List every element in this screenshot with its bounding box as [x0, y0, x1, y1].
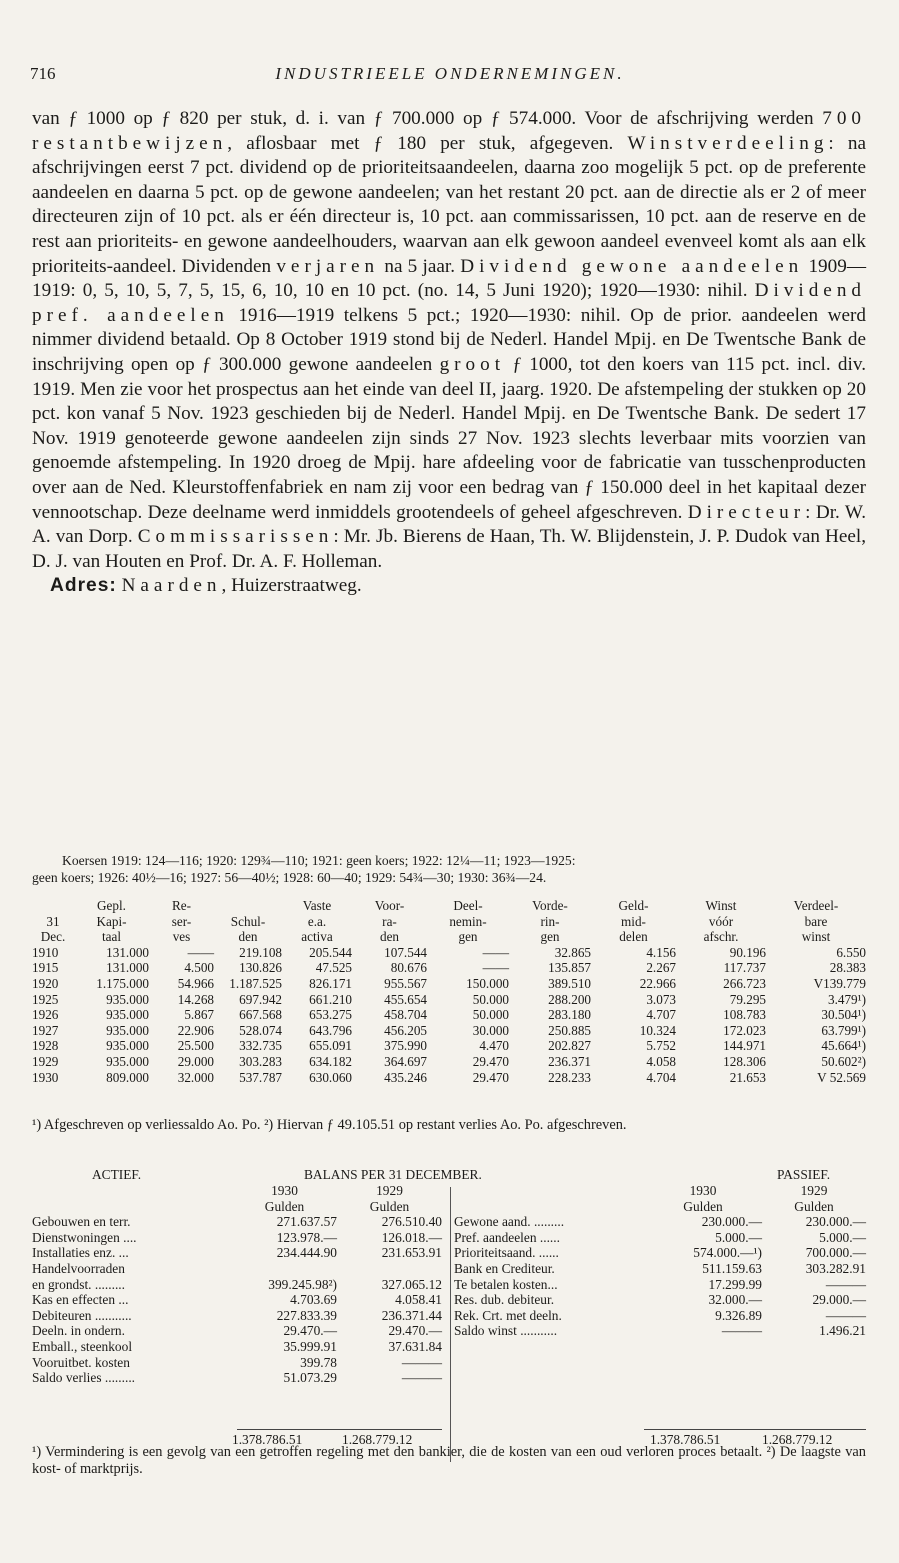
- value-cell: 10.324: [639, 1022, 676, 1038]
- text-span: 1909—1919: 0, 5, 10, 5, 7, 5, 15, 6, 10, 10 en 10 pct. (no. 14, 5 Juni 1920); 1920—1930: nihil.: [32, 255, 867, 302]
- balance-value-1929: 29.470.—: [388, 1323, 442, 1339]
- balance-item-label: Deeln. in ondern.: [32, 1323, 125, 1339]
- balance-row: [32, 1292, 442, 1308]
- value-cell: 2.267: [646, 960, 676, 976]
- table-header-row: [32, 898, 866, 945]
- value-cell: 1.187.525: [229, 975, 282, 991]
- value-cell: 458.704: [384, 1007, 427, 1023]
- value-cell: 4.704: [646, 1069, 676, 1085]
- column-header: [766, 898, 866, 945]
- value-cell: 4.500: [184, 960, 214, 976]
- address-city: Naarden: [121, 575, 222, 597]
- value-cell: 202.827: [548, 1038, 591, 1054]
- balance-item-label: Saldo verlies .........: [32, 1370, 136, 1386]
- balance-value-1929: 276.510.40: [381, 1214, 442, 1230]
- year-header-row: [32, 1183, 442, 1199]
- spaced-term: Dividend pref. aandeelen: [32, 280, 866, 326]
- column-header-line: mid-: [621, 913, 646, 929]
- text-span: , aflosbaar met ƒ 180 per stuk, afgegeven.: [227, 132, 628, 154]
- unit-header-row: [454, 1199, 866, 1215]
- text-span: : na afschrijvingen eerst 7 pct. dividend op de prioriteitsaandeelen, daarna zoo mogelijk 5 pct. op de preferente aandeelen en daarna 5 pct. op de gewone aandeelen; van het restant 20 pct. aan de directie als er 2 of meer directeuren zijn of 10 pct. als er één directeur is, 10 pct. aan commissarissen, 10 pct. aan de reserve en de rest aan prioriteits- en gewone aandeelhouders, waarvan aan elk gewoon aandeel evenveel komt als aan elk prioriteits-aandeel. Dividenden: [32, 132, 866, 277]
- year-label: 1929: [376, 1183, 403, 1198]
- share-prices-line: geen koers; 1926: 40½—16; 1927: 56—40½; 1928: 60—40; 1929: 54¾—30; 1930: 36¾—24.: [32, 870, 547, 885]
- value-cell: 643.796: [309, 1022, 352, 1038]
- value-cell: 4.156: [646, 944, 676, 960]
- value-cell: V 52.569: [817, 1069, 866, 1085]
- year-cell: 1927: [32, 1022, 59, 1038]
- table-row: [32, 1070, 866, 1086]
- actief-title: ACTIEF.: [92, 1167, 142, 1182]
- column-header-line: gen: [540, 929, 560, 945]
- passief-total-1930: 1.378.786.51: [650, 1432, 721, 1447]
- spaced-term: Winstverdeeling: [627, 132, 829, 154]
- value-cell: 634.182: [309, 1053, 352, 1069]
- balance-value-1930: 4.703.69: [290, 1292, 337, 1308]
- balance-item-label: Bank en Crediteur.: [454, 1260, 555, 1276]
- balance-value-1930: 230.000.—: [701, 1214, 762, 1230]
- value-cell: 205.544: [309, 944, 352, 960]
- balance-row: [32, 1370, 442, 1386]
- actief-total-1930: 1.378.786.51: [232, 1432, 303, 1447]
- column-header-line: Kapi-: [96, 913, 127, 929]
- balance-item-label: Debiteuren ...........: [32, 1307, 132, 1323]
- balance-title: BALANS PER 31 DECEMBER.: [304, 1167, 482, 1182]
- value-cell: 935.000: [106, 1007, 149, 1023]
- column-header-line: Deel-: [453, 898, 483, 913]
- balance-value-1930: 123.978.—: [276, 1229, 337, 1245]
- column-header-line: ves: [172, 929, 191, 945]
- value-cell: 283.180: [548, 1007, 591, 1023]
- balance-value-1930: 9.326.89: [715, 1307, 762, 1323]
- column-header-line: 31: [46, 913, 60, 929]
- value-cell: 250.885: [548, 1022, 591, 1038]
- body-paragraph: [32, 107, 866, 574]
- value-cell: 456.205: [384, 1022, 427, 1038]
- balance-item-label: Res. dub. debiteur.: [454, 1292, 555, 1308]
- text-span: : Dr. W. A. van Dorp.: [32, 501, 866, 548]
- value-cell: 955.567: [384, 975, 427, 991]
- value-cell: 29.000: [177, 1053, 214, 1069]
- column-header-line: ra-: [382, 913, 397, 929]
- value-cell: 4.470: [479, 1038, 509, 1054]
- column-header-line: Dec.: [40, 929, 66, 945]
- balance-item-label: en grondst. .........: [32, 1276, 125, 1292]
- value-cell: 455.654: [384, 991, 427, 1007]
- value-cell: 29.470: [472, 1069, 509, 1085]
- year-cell: 1930: [32, 1069, 59, 1085]
- passief-total-1929: 1.268.779.12: [762, 1432, 833, 1447]
- column-header: [509, 898, 591, 945]
- unit-label: Gulden: [264, 1198, 305, 1214]
- value-cell: 128.306: [723, 1053, 766, 1069]
- column-header-line: Schul-: [230, 913, 266, 929]
- column-header: [591, 898, 676, 945]
- value-cell: 935.000: [106, 1053, 149, 1069]
- table-row: [32, 1054, 866, 1070]
- value-cell: 935.000: [106, 1022, 149, 1038]
- value-cell: 107.544: [384, 944, 427, 960]
- share-prices-line: Koersen 1919: 124—116; 1920: 129¾—110; 1921: geen koers; 1922: 12¼—11; 1923—1925:: [62, 853, 576, 868]
- value-cell: 30.000: [472, 1022, 509, 1038]
- balance-value-1930: 511.159.63: [702, 1260, 762, 1276]
- balance-value-1929: 327.065.12: [381, 1276, 442, 1292]
- year-label: 1930: [689, 1183, 717, 1198]
- column-header: [214, 898, 282, 945]
- balance-value-1930: 35.999.91: [283, 1338, 337, 1354]
- value-cell: 63.799¹): [821, 1022, 866, 1038]
- column-header-line: vóór: [708, 913, 734, 929]
- blank-cell: [454, 1199, 644, 1215]
- column-header-line: rin-: [540, 913, 560, 929]
- spaced-term: Commissarissen: [137, 526, 334, 548]
- column-header: [149, 898, 214, 945]
- value-cell: 935.000: [106, 1038, 149, 1054]
- value-cell: 364.697: [384, 1053, 427, 1069]
- table-row: [32, 992, 866, 1008]
- balance-value-1930: 29.470.—: [283, 1323, 337, 1339]
- column-header-line: winst: [801, 929, 831, 945]
- table-row: [32, 960, 866, 976]
- balance-item-label: Saldo winst ...........: [454, 1323, 558, 1339]
- balance-value-1929: ———: [825, 1276, 866, 1292]
- value-cell: V139.779: [813, 975, 866, 991]
- column-header-line: ser-: [171, 913, 192, 929]
- balance-item-label: Vooruitbet. kosten: [32, 1354, 130, 1370]
- column-header: [32, 898, 74, 945]
- balance-value-1929: [337, 1261, 442, 1277]
- address-street: , Huizerstraatweg.: [221, 575, 362, 597]
- balance-value-1930: 227.833.39: [276, 1307, 337, 1323]
- value-cell: 108.783: [723, 1007, 766, 1023]
- column-header-line: Re-: [171, 898, 192, 913]
- balance-sheet: [32, 1167, 866, 1462]
- blank-cell: [32, 1199, 232, 1215]
- value-cell: 5.867: [184, 1007, 214, 1023]
- value-cell: 22.966: [639, 975, 676, 991]
- balance-row: [32, 1214, 442, 1230]
- balance-item-label: Gewone aand. .........: [454, 1214, 565, 1230]
- value-cell: 3.479¹): [827, 991, 866, 1007]
- value-cell: 90.196: [729, 944, 766, 960]
- balance-item-label: Gebouwen en terr.: [32, 1214, 131, 1230]
- balance-value-1930: 271.637.57: [276, 1214, 337, 1230]
- text-span: na 5 jaar.: [379, 255, 461, 277]
- financial-overview-table: [32, 898, 866, 1085]
- balance-value-1929: ———: [825, 1307, 866, 1323]
- balance-value-1930: 399.245.98²): [268, 1276, 337, 1292]
- value-cell: 29.470: [472, 1053, 509, 1069]
- value-cell: 131.000: [106, 944, 149, 960]
- column-header-line: Gepl.: [97, 898, 126, 913]
- value-cell: 45.664¹): [821, 1038, 866, 1054]
- balance-value-1930: 399.78: [300, 1354, 337, 1370]
- year-cell: 1920: [32, 975, 59, 991]
- value-cell: 697.942: [239, 991, 282, 1007]
- balance-item-label: Prioriteitsaand. ......: [454, 1245, 559, 1261]
- year-cell: 1926: [32, 1007, 59, 1023]
- value-cell: 144.971: [723, 1038, 766, 1054]
- value-cell: 935.000: [106, 991, 149, 1007]
- value-cell: 288.200: [548, 991, 591, 1007]
- value-cell: 653.275: [309, 1007, 352, 1023]
- column-header-line: activa: [301, 929, 333, 945]
- column-header: [676, 898, 766, 945]
- address-line: [32, 574, 866, 599]
- value-cell: 22.906: [177, 1022, 214, 1038]
- balance-value-1929: 700.000.—: [805, 1245, 866, 1261]
- balance-value-1929: 1.496.21: [819, 1323, 866, 1339]
- unit-header-row: [32, 1199, 442, 1215]
- column-header-line: taal: [101, 929, 122, 945]
- balance-row: [454, 1292, 866, 1308]
- spaced-term: verjaren: [276, 255, 380, 277]
- balance-value-1929: ———: [401, 1354, 442, 1370]
- value-cell: 50.602²): [821, 1053, 866, 1069]
- balance-row: [454, 1261, 866, 1277]
- balance-value-1929: 230.000.—: [805, 1214, 866, 1230]
- value-cell: 389.510: [548, 975, 591, 991]
- spaced-term: Dividend gewone aandeelen: [460, 255, 804, 277]
- year-header-row: [454, 1183, 866, 1199]
- value-cell: 537.787: [239, 1069, 282, 1085]
- financial-footnotes: ¹) Afgeschreven op verliessaldo Ao. Po. ²) Hiervan ƒ 49.105.51 op restant verlies Ao. Po. afgeschreven.: [32, 1117, 627, 1133]
- value-cell: 303.283: [239, 1053, 282, 1069]
- spaced-term: groot: [439, 353, 506, 375]
- balance-value-1930: [232, 1261, 337, 1277]
- value-cell: 80.676: [390, 960, 427, 976]
- value-cell: 4.058: [646, 1053, 676, 1069]
- balance-value-1930: 17.299.99: [708, 1276, 762, 1292]
- unit-label: Gulden: [794, 1198, 834, 1214]
- page-header: [30, 64, 870, 88]
- column-header-line: nemin-: [449, 913, 487, 929]
- value-cell: 117.737: [723, 960, 766, 976]
- total-rule: [237, 1429, 442, 1430]
- balance-value-1929: 5.000.—: [819, 1229, 866, 1245]
- value-cell: 6.550: [836, 944, 866, 960]
- value-cell: 131.000: [106, 960, 149, 976]
- balance-item-label: Emball., steenkool: [32, 1338, 133, 1354]
- balance-value-1929: 37.631.84: [388, 1338, 442, 1354]
- value-cell: 150.000: [466, 975, 509, 991]
- value-cell: 130.826: [239, 960, 282, 976]
- balance-value-1929: 29.000.—: [812, 1292, 866, 1308]
- value-cell: 228.233: [548, 1069, 591, 1085]
- value-cell: 172.023: [723, 1022, 766, 1038]
- total-rule: [644, 1429, 866, 1430]
- value-cell: 266.723: [723, 975, 766, 991]
- balance-value-1929: 231.653.91: [381, 1245, 442, 1261]
- value-cell: 30.504¹): [821, 1007, 866, 1023]
- balance-value-1929: 4.058.41: [395, 1292, 442, 1308]
- value-cell: 50.000: [472, 1007, 509, 1023]
- balance-row: [32, 1339, 442, 1355]
- balance-row: [454, 1230, 866, 1246]
- balance-item-label: Te betalen kosten...: [454, 1276, 558, 1292]
- balance-row: [32, 1245, 442, 1261]
- text-span: van ƒ 1000 op ƒ 820 per stuk, d. i. van ƒ 700.000 op ƒ 574.000. Voor de afschrijving werden: [32, 108, 823, 129]
- balance-row: [32, 1355, 442, 1371]
- balance-row: [454, 1308, 866, 1324]
- balance-item-label: Kas en effecten ...: [32, 1292, 129, 1308]
- table-row: [32, 976, 866, 992]
- spaced-term: Directeur: [687, 501, 806, 523]
- year-cell: 1929: [32, 1053, 59, 1069]
- balance-item-label: Installaties enz. ...: [32, 1245, 129, 1261]
- value-cell: 528.074: [239, 1022, 282, 1038]
- value-cell: 25.500: [177, 1038, 214, 1054]
- value-cell: 332.735: [239, 1038, 282, 1054]
- value-cell: 135.857: [548, 960, 591, 976]
- value-cell: 79.295: [729, 991, 766, 1007]
- blank-cell: [454, 1183, 644, 1199]
- unit-label: Gulden: [369, 1198, 410, 1214]
- balance-footnotes: ¹) Vermindering is een gevolg van een getroffen regeling met den bankier, die de kosten van een oud verloren proces betaalt. ²) De laagste van kost- of marktprijs.: [32, 1444, 866, 1477]
- value-cell: ——: [482, 960, 509, 976]
- value-cell: 667.568: [239, 1007, 282, 1023]
- year-cell: 1910: [32, 944, 59, 960]
- balance-row: [454, 1277, 866, 1293]
- year-label: 1929: [800, 1183, 828, 1198]
- address-label: Adres:: [50, 575, 117, 597]
- column-header-line: den: [379, 929, 400, 945]
- balance-row: [454, 1323, 866, 1339]
- value-cell: ——: [482, 944, 509, 960]
- balance-item-label: Handelvoorraden: [32, 1260, 125, 1276]
- year-cell: 1928: [32, 1038, 59, 1054]
- column-header-line: Verdeel-: [793, 898, 839, 913]
- column-header-line: afschr.: [703, 929, 739, 945]
- unit-label: Gulden: [683, 1198, 723, 1214]
- column-header-line: delen: [619, 929, 648, 945]
- column-header-line: [214, 898, 282, 914]
- column-divider: [450, 1187, 451, 1462]
- column-header-line: den: [238, 929, 258, 945]
- running-title: INDUSTRIEELE ONDERNEMINGEN.: [275, 64, 625, 83]
- value-cell: 236.371: [548, 1053, 591, 1069]
- balance-value-1930: 32.000.—: [708, 1292, 762, 1308]
- balance-value-1930: 5.000.—: [715, 1229, 762, 1245]
- balance-value-1929: 126.018.—: [381, 1229, 442, 1245]
- year-label: 1930: [271, 1183, 298, 1198]
- balance-item-label: Dienstwoningen ....: [32, 1229, 137, 1245]
- column-header-line: Winst: [705, 898, 737, 913]
- spaced-term: 700 restantbewijzen: [32, 108, 866, 154]
- balance-item-label: Pref. aandeelen ......: [454, 1229, 560, 1245]
- blank-cell: [32, 1183, 232, 1199]
- value-cell: 32.000: [177, 1069, 214, 1085]
- balance-row: [32, 1230, 442, 1246]
- column-header-line: gen: [458, 929, 478, 945]
- year-cell: 1925: [32, 991, 59, 1007]
- column-header-line: Vaste: [302, 898, 332, 913]
- balance-row: [32, 1308, 442, 1324]
- value-cell: 435.246: [384, 1069, 427, 1085]
- table-row: [32, 1038, 866, 1054]
- balance-row: [454, 1245, 866, 1261]
- value-cell: 14.268: [177, 991, 214, 1007]
- balance-value-1929: ———: [401, 1370, 442, 1386]
- balance-value-1930: 574.000.—¹): [693, 1245, 762, 1261]
- value-cell: 54.966: [177, 975, 214, 991]
- column-header: [74, 898, 149, 945]
- column-header-line: Vorde-: [532, 898, 568, 913]
- column-header-line: Voor-: [374, 898, 405, 913]
- value-cell: 826.171: [309, 975, 352, 991]
- balance-row: [32, 1277, 442, 1293]
- share-prices: [32, 852, 866, 886]
- column-header-line: bare: [804, 913, 828, 929]
- year-cell: 1915: [32, 960, 59, 976]
- value-cell: 32.865: [554, 944, 591, 960]
- value-cell: 4.707: [646, 1007, 676, 1023]
- column-header-line: Geld-: [618, 898, 649, 913]
- value-cell: 28.383: [829, 960, 866, 976]
- value-cell: 809.000: [106, 1069, 149, 1085]
- text-span: 1916—1919 telkens 5 pct.; 1920—1930: nihil. Op de prior. aandeelen werd nimmer dividend betaald. Op 8 October 1919 stond bij de Nederl. Handel Mpij. en De Twentsche Bank de inschrijving open op ƒ 300.000 gewone aandeelen: [32, 304, 866, 375]
- balance-item-label: Rek. Crt. met deeln.: [454, 1307, 562, 1323]
- value-cell: 50.000: [472, 991, 509, 1007]
- balance-value-1930: 51.073.29: [283, 1370, 337, 1386]
- balance-value-1929: 236.371.44: [381, 1307, 442, 1323]
- column-header: [282, 898, 352, 945]
- value-cell: ——: [187, 944, 214, 960]
- value-cell: 630.060: [309, 1069, 352, 1085]
- value-cell: 661.210: [309, 991, 352, 1007]
- value-cell: 375.990: [384, 1038, 427, 1054]
- text-span: : Mr. Jb. Bierens de Haan, Th. W. Blijdenstein, J. P. Dudok van Heel, D. J. van Houten en Prof. Dr. A. F. Holleman.: [32, 526, 866, 572]
- value-cell: 3.073: [646, 991, 676, 1007]
- value-cell: 5.752: [646, 1038, 676, 1054]
- value-cell: 219.108: [239, 944, 282, 960]
- balance-row: [32, 1261, 442, 1277]
- table-row: [32, 1023, 866, 1039]
- passief-title: PASSIEF.: [777, 1167, 831, 1182]
- value-cell: 21.653: [729, 1069, 766, 1085]
- column-header: [427, 898, 509, 945]
- value-cell: 655.091: [309, 1038, 352, 1054]
- column-header: [352, 898, 427, 945]
- value-cell: 1.175.000: [96, 975, 149, 991]
- column-header-line: e.a.: [307, 913, 327, 929]
- actief-total-1929: 1.268.779.12: [342, 1432, 413, 1447]
- balance-value-1929: 303.282.91: [805, 1260, 866, 1276]
- balance-value-1930: 234.444.90: [276, 1245, 337, 1261]
- table-row: [32, 1007, 866, 1023]
- balance-value-1930: ———: [721, 1323, 762, 1339]
- value-cell: 47.525: [315, 960, 352, 976]
- company-description: [32, 107, 866, 599]
- actief-table: [32, 1183, 442, 1386]
- page-number: 716: [30, 64, 56, 83]
- table-row: [32, 945, 866, 961]
- balance-row: [32, 1323, 442, 1339]
- passief-table: [454, 1183, 866, 1339]
- balance-row: [454, 1214, 866, 1230]
- text-span: ƒ 1000, tot den koers van 115 pct. incl. div. 1919. Men zie voor het prospectus aan het einde van deel II, jaarg. 1920. De afstempeling der stukken op 20 pct. kon vanaf 5 Nov. 1923 geschieden bij de Nederl. Handel Mpij. en De Twentsche Bank. De sedert 17 Nov. 1919 genoteerde gewone aandeelen zijn sinds 27 Nov. 1923 slechts leverbaar mits voorzien van genoemde afstempeling. In 1920 droeg de Mpij. hare afdeeling voor de fabricatie van tusschenproducten over aan de Ned. Kleurstoffenfabriek en nam zij voor een bedrag van ƒ 150.000 deel in het kapitaal dezer vennootschap. Deze deelname werd inmiddels grootendeels of geheel afgeschreven.: [32, 353, 866, 523]
